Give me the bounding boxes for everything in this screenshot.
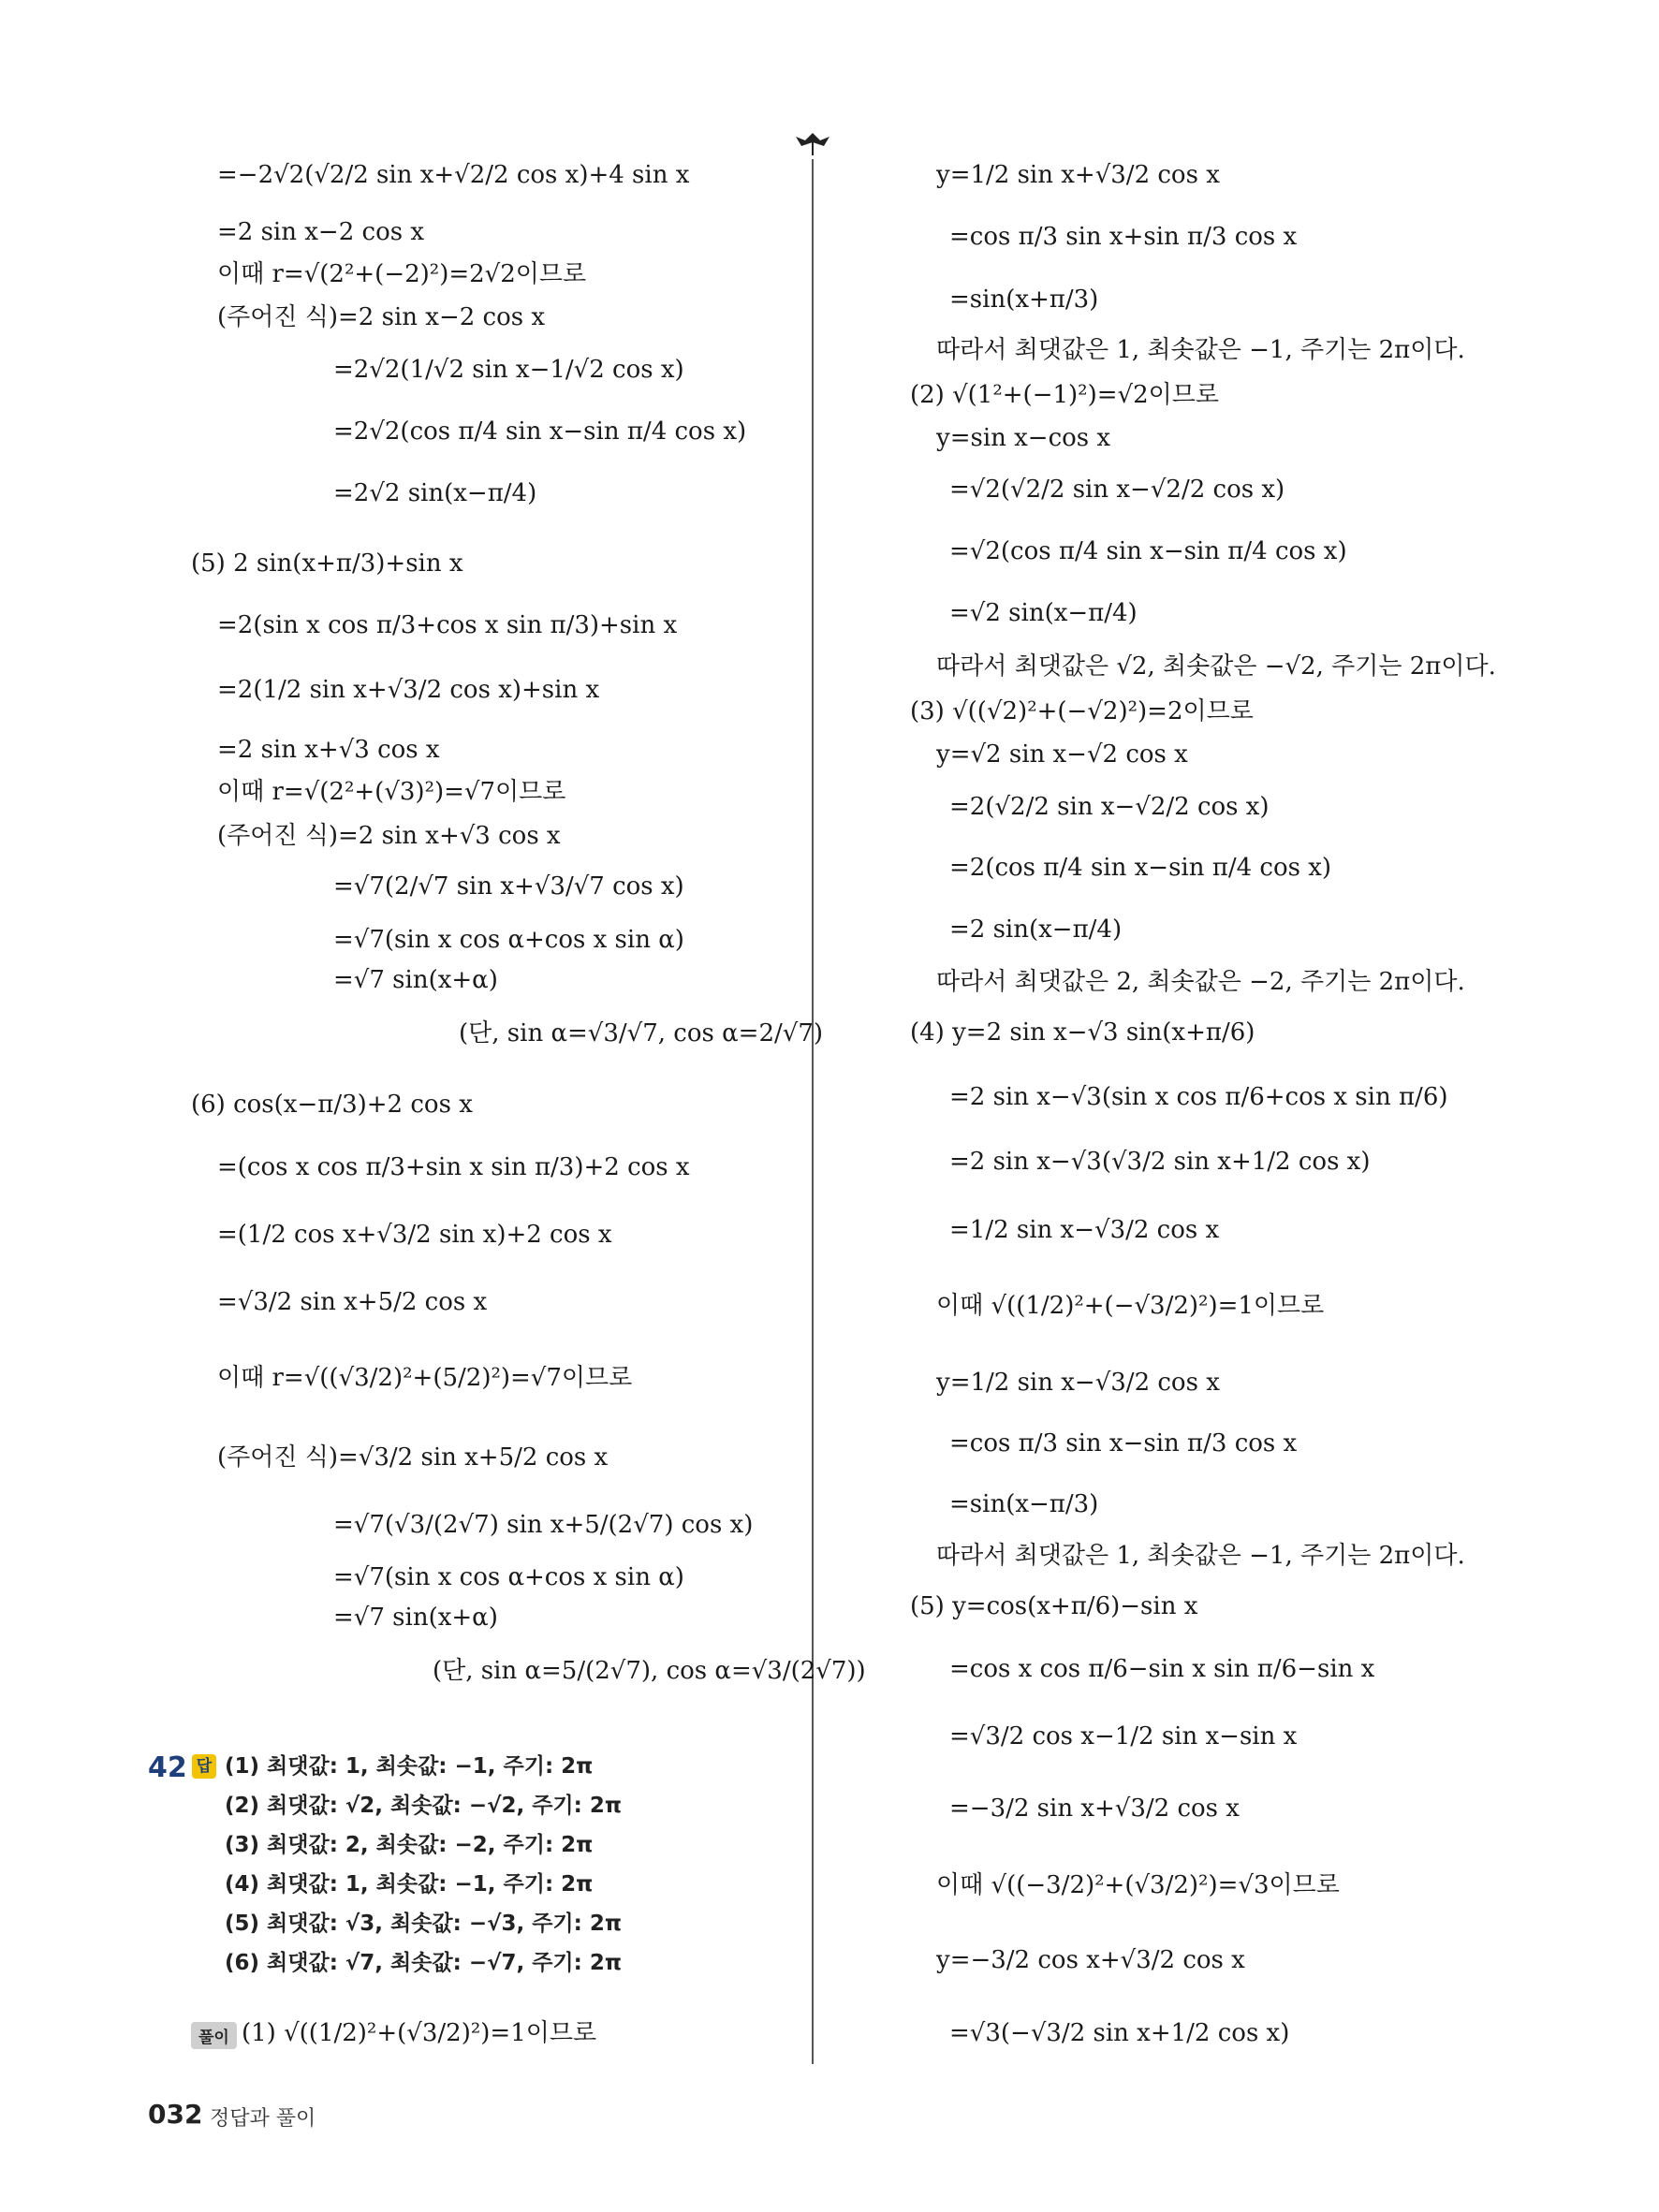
sub-problem-2: (2) √(1²+(−1)²)=√2이므로 [910, 381, 1219, 409]
math-line: =2(√2/2 sin x−√2/2 cos x) [949, 793, 1270, 821]
math-line: =−2√2(√2/2 sin x+√2/2 cos x)+4 sin x [217, 161, 690, 189]
math-line: =2(1/2 sin x+√3/2 cos x)+sin x [217, 676, 600, 704]
answer-line: (3) 최댓값: 2, 최솟값: −2, 주기: 2π [225, 1833, 594, 1857]
math-line: =2 sin x−√3(√3/2 sin x+1/2 cos x) [949, 1148, 1371, 1176]
math-line: 이때 √((−3/2)²+(√3/2)²)=√3이므로 [936, 1871, 1340, 1899]
problem-number: 42 [148, 1751, 187, 1784]
math-line: (주어진 식)=2 sin x−2 cos x [217, 303, 546, 331]
answer-badge: 답 [192, 1754, 216, 1779]
math-line: =2(cos π/4 sin x−sin π/4 cos x) [949, 854, 1332, 882]
math-line: =√2(cos π/4 sin x−sin π/4 cos x) [949, 537, 1347, 565]
math-line: 이때 √((1/2)²+(−√3/2)²)=1이므로 [936, 1292, 1325, 1320]
answer-line: (2) 최댓값: √2, 최솟값: −√2, 주기: 2π [225, 1794, 623, 1818]
math-line: y=1/2 sin x+√3/2 cos x [936, 161, 1220, 189]
math-line: (주어진 식)=2 sin x+√3 cos x [217, 822, 561, 850]
math-line: =√7(2/√7 sin x+√3/√7 cos x) [333, 872, 684, 901]
solution-badge: 풀이 [191, 2022, 237, 2049]
math-line: =√3/2 sin x+5/2 cos x [217, 1288, 488, 1316]
answer-line: (5) 최댓값: √3, 최솟값: −√3, 주기: 2π [225, 1912, 623, 1936]
math-line: =2√2(cos π/4 sin x−sin π/4 cos x) [333, 417, 747, 446]
math-line: =sin(x−π/3) [949, 1490, 1099, 1518]
math-line: =−3/2 sin x+√3/2 cos x [949, 1795, 1240, 1823]
math-line: (단, sin α=√3/√7, cos α=2/√7) [459, 1019, 824, 1047]
math-line: =(1/2 cos x+√3/2 sin x)+2 cos x [217, 1221, 612, 1249]
conclusion-line: 따라서 최댓값은 √2, 최솟값은 −√2, 주기는 2π이다. [936, 652, 1496, 681]
math-line: =sin(x+π/3) [949, 286, 1099, 314]
math-line: =√3/2 cos x−1/2 sin x−sin x [949, 1722, 1298, 1751]
math-line: =2 sin(x−π/4) [949, 916, 1123, 944]
math-line: =1/2 sin x−√3/2 cos x [949, 1216, 1220, 1244]
math-line: (단, sin α=5/(2√7), cos α=√3/(2√7)) [433, 1657, 866, 1685]
math-line: 이때 r=√(2²+(−2)²)=2√2이므로 [217, 260, 587, 288]
solution-first-line: (1) √((1/2)²+(√3/2)²)=1이므로 [242, 2019, 597, 2047]
sub-problem-3: (3) √((√2)²+(−√2)²)=2이므로 [910, 697, 1254, 725]
sub-problem-5: (5) y=cos(x+π/6)−sin x [910, 1592, 1198, 1620]
math-line: =cos x cos π/6−sin x sin π/6−sin x [949, 1655, 1375, 1683]
math-line: =√7(sin x cos α+cos x sin α) [333, 926, 684, 954]
math-line: y=−3/2 cos x+√3/2 cos x [936, 1946, 1245, 1974]
conclusion-line: 따라서 최댓값은 2, 최솟값은 −2, 주기는 2π이다. [936, 968, 1465, 996]
sub-problem-6: (6) cos(x−π/3)+2 cos x [191, 1091, 473, 1119]
sub-problem-5: (5) 2 sin(x+π/3)+sin x [191, 549, 463, 578]
math-line: (주어진 식)=√3/2 sin x+5/2 cos x [217, 1443, 609, 1472]
math-line: =√7 sin(x+α) [333, 1604, 498, 1632]
answer-line: (6) 최댓값: √7, 최솟값: −√7, 주기: 2π [225, 1951, 623, 1975]
math-line: =√3(−√3/2 sin x+1/2 cos x) [949, 2019, 1290, 2047]
math-line: =2 sin x+√3 cos x [217, 736, 440, 764]
math-line: y=1/2 sin x−√3/2 cos x [936, 1369, 1220, 1397]
sub-problem-4: (4) y=2 sin x−√3 sin(x+π/6) [910, 1018, 1255, 1047]
math-line: =2 sin x−√3(sin x cos π/6+cos x sin π/6) [949, 1083, 1448, 1111]
math-line: =√2 sin(x−π/4) [949, 599, 1138, 627]
math-line: y=sin x−cos x [936, 424, 1111, 452]
section-title: 정답과 풀이 [210, 2107, 316, 2131]
column-divider [812, 159, 814, 2064]
math-line: 이때 r=√(2²+(√3)²)=√7이므로 [217, 778, 566, 806]
math-line: =cos π/3 sin x+sin π/3 cos x [949, 223, 1298, 251]
math-line: =(cos x cos π/3+sin x sin π/3)+2 cos x [217, 1153, 690, 1181]
math-line: =2√2(1/√2 sin x−1/√2 cos x) [333, 356, 684, 384]
math-line: 이때 r=√((√3/2)²+(5/2)²)=√7이므로 [217, 1364, 633, 1392]
answer-line: (1) 최댓값: 1, 최솟값: −1, 주기: 2π [225, 1754, 594, 1779]
math-line: =√7(sin x cos α+cos x sin α) [333, 1563, 684, 1591]
math-line: =√7 sin(x+α) [333, 966, 498, 994]
answer-line: (4) 최댓값: 1, 최솟값: −1, 주기: 2π [225, 1872, 594, 1897]
conclusion-line: 따라서 최댓값은 1, 최솟값은 −1, 주기는 2π이다. [936, 336, 1465, 364]
math-line: =2√2 sin(x−π/4) [333, 479, 537, 507]
page-number: 032 [148, 2099, 203, 2130]
math-line: y=√2 sin x−√2 cos x [936, 740, 1188, 769]
math-line: =√7(√3/(2√7) sin x+5/(2√7) cos x) [333, 1511, 754, 1539]
ornament-icon [792, 129, 833, 155]
math-line: =cos π/3 sin x−sin π/3 cos x [949, 1429, 1298, 1458]
conclusion-line: 따라서 최댓값은 1, 최솟값은 −1, 주기는 2π이다. [936, 1542, 1465, 1570]
math-line: =2(sin x cos π/3+cos x sin π/3)+sin x [217, 611, 678, 639]
math-line: =2 sin x−2 cos x [217, 218, 424, 246]
math-line: =√2(√2/2 sin x−√2/2 cos x) [949, 476, 1285, 504]
